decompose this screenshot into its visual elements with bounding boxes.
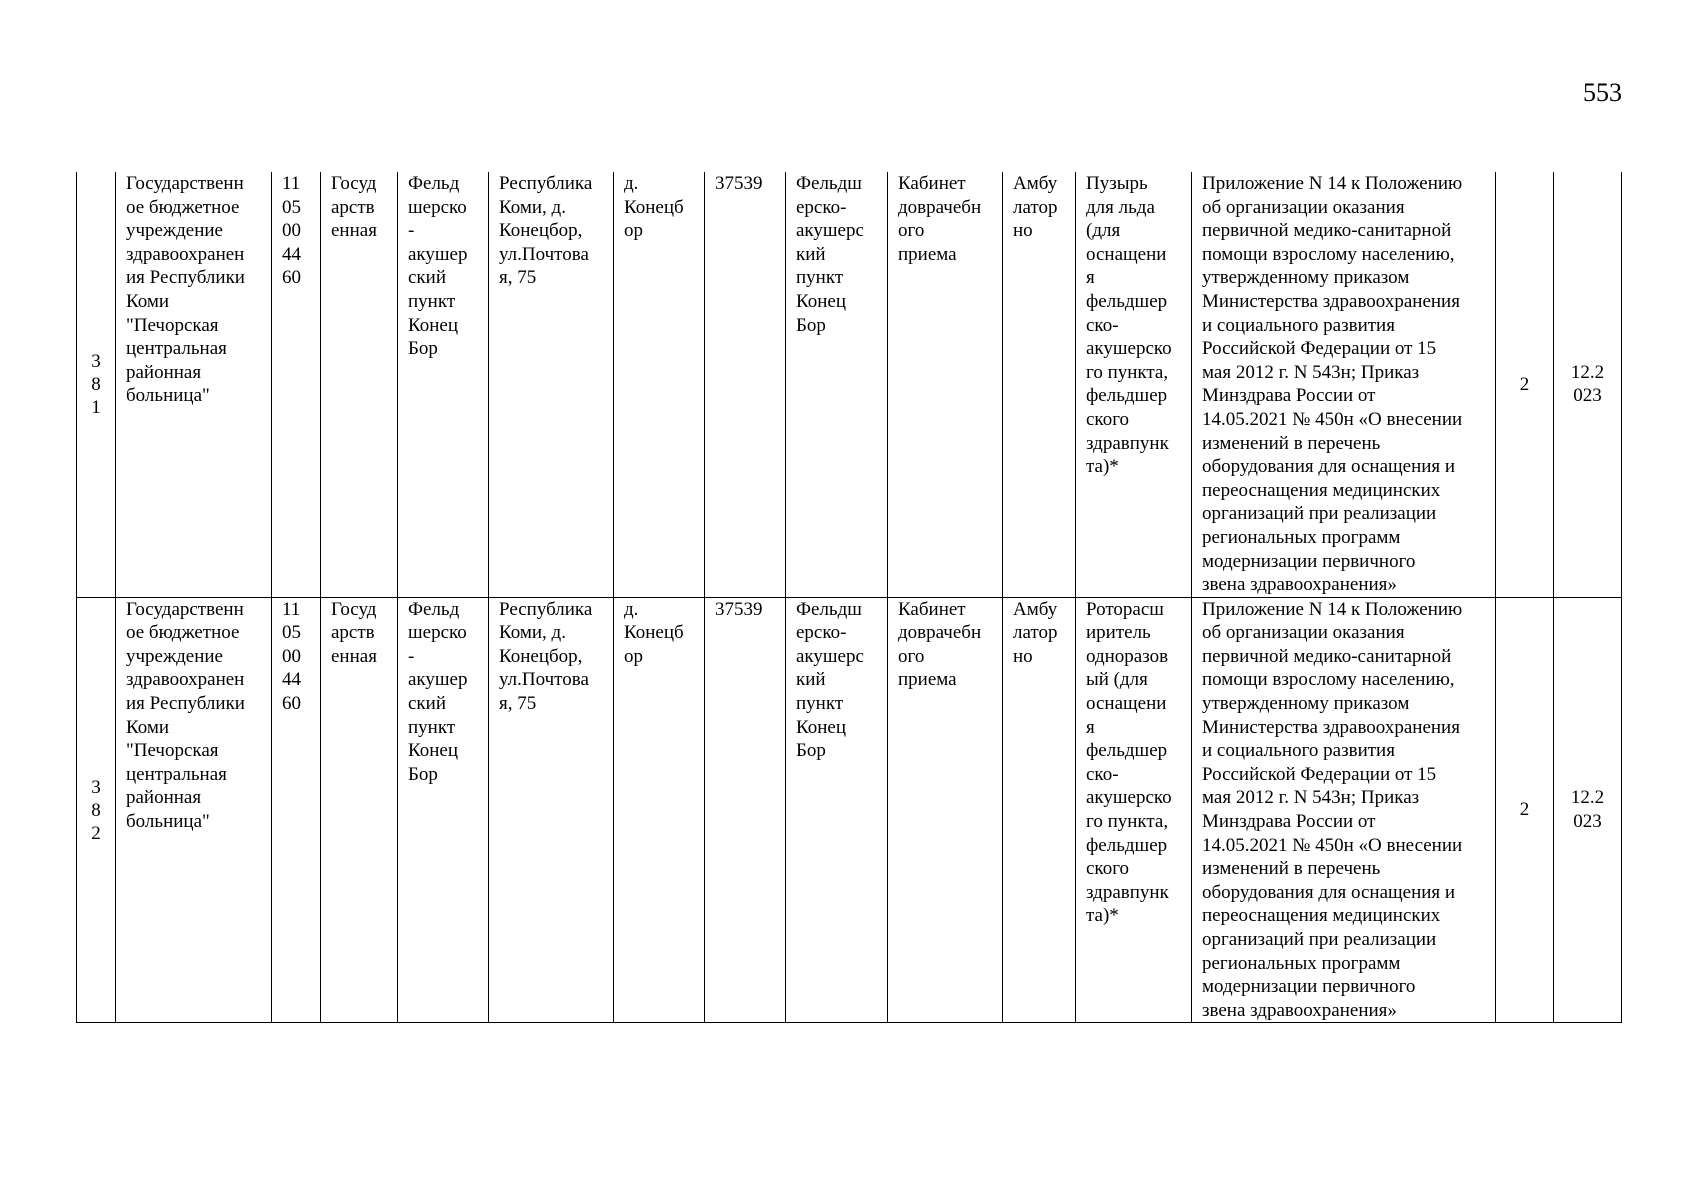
equipment-line: я bbox=[1086, 267, 1095, 289]
basis-line: об организации оказания bbox=[1202, 196, 1405, 218]
equipment-line: оснащени bbox=[1086, 243, 1167, 265]
basis-line: оборудования для оснащения и bbox=[1202, 456, 1456, 478]
basis-line: переоснащения медицинских bbox=[1202, 479, 1441, 501]
organization-line: ия Республики bbox=[126, 693, 245, 715]
subdivision-line: акушерс bbox=[796, 220, 864, 242]
page-number: 553 bbox=[1583, 78, 1622, 107]
basis-line: организаций при реализации bbox=[1202, 503, 1437, 525]
organization-line: Коми bbox=[126, 290, 170, 312]
basis-line: первичной медико-санитарной bbox=[1202, 220, 1452, 242]
code-text: 1105004460 bbox=[282, 173, 301, 289]
basis-line: мая 2012 г. N 543н; Приказ bbox=[1202, 787, 1420, 809]
address-line: Конецбор, bbox=[499, 220, 583, 242]
address-cell bbox=[489, 597, 614, 1023]
basis-line: Приложение N 14 к Положению bbox=[1202, 173, 1463, 194]
equipment-line: фельдшер bbox=[1086, 740, 1168, 762]
care-type-cell bbox=[1003, 172, 1076, 597]
care-type-line: но bbox=[1013, 220, 1033, 242]
subdivision-line: Бор bbox=[796, 740, 826, 762]
unit-cell bbox=[398, 597, 489, 1023]
cabinet-line: ого bbox=[898, 220, 925, 242]
equipment-cell bbox=[1076, 172, 1192, 597]
unit-line: пункт bbox=[408, 290, 456, 312]
basis-line: региональных программ bbox=[1202, 952, 1401, 974]
basis-line: и социального развития bbox=[1202, 740, 1395, 762]
date-cell bbox=[1554, 172, 1622, 597]
address-line: я, 75 bbox=[499, 693, 537, 715]
settlement-line: ор bbox=[624, 220, 643, 242]
unit-line: ский bbox=[408, 693, 446, 715]
unit-line: Бор bbox=[408, 338, 438, 360]
organization-line: учреждение bbox=[126, 645, 223, 667]
equipment-line: ского bbox=[1086, 858, 1130, 880]
address-line: Конецбор, bbox=[499, 645, 583, 667]
basis-line: Российской Федерации от 15 bbox=[1202, 763, 1437, 785]
basis-line: Российской Федерации от 15 bbox=[1202, 338, 1437, 360]
unit-cell bbox=[398, 172, 489, 597]
cabinet-line: приема bbox=[898, 243, 957, 265]
row-number: 381 bbox=[91, 350, 101, 418]
settlement-cell bbox=[614, 172, 705, 597]
basis-line: модернизации первичного bbox=[1202, 976, 1416, 998]
address-line: ул.Почтова bbox=[499, 669, 589, 691]
basis-line: 14.05.2021 № 450н «О внесении bbox=[1202, 408, 1463, 430]
basis-line: региональных программ bbox=[1202, 526, 1401, 548]
unit-line: Конец bbox=[408, 740, 458, 762]
cabinet-cell bbox=[888, 172, 1003, 597]
basis-line: Минздрава России от bbox=[1202, 385, 1376, 407]
unit-line: - bbox=[408, 220, 415, 242]
address-line: Коми, д. bbox=[499, 196, 566, 218]
basis-line: 14.05.2021 № 450н «О внесении bbox=[1202, 834, 1463, 856]
basis-line: модернизации первичного bbox=[1202, 550, 1416, 572]
row-number-cell bbox=[77, 172, 116, 597]
basis-line: организаций при реализации bbox=[1202, 929, 1437, 950]
equipment-line: фельдшер bbox=[1086, 385, 1168, 407]
organization-line: учреждение bbox=[126, 220, 223, 242]
oktmo-cell bbox=[705, 172, 786, 597]
basis-line: изменений в перечень bbox=[1202, 432, 1381, 454]
organization-line: "Печорская bbox=[126, 314, 219, 336]
subdivision-line: Фельдш bbox=[796, 598, 862, 620]
subdivision-line: ерско- bbox=[796, 622, 847, 644]
basis-line: первичной медико-санитарной bbox=[1202, 645, 1452, 667]
subdivision-line: Конец bbox=[796, 716, 846, 738]
organization-line: здравоохранен bbox=[126, 669, 245, 691]
oktmo-cell bbox=[705, 597, 786, 1023]
basis-line: Министерства здравоохранения bbox=[1202, 290, 1460, 312]
unit-line: Конец bbox=[408, 314, 458, 336]
cabinet-line: Кабинет bbox=[898, 598, 966, 620]
settlement-line: ор bbox=[624, 645, 643, 667]
organization-line: районная bbox=[126, 361, 202, 383]
address-line: ул.Почтова bbox=[499, 243, 589, 265]
unit-line: - bbox=[408, 645, 415, 667]
subdivision-line: ерско- bbox=[796, 196, 847, 218]
equipment-line: одноразов bbox=[1086, 645, 1169, 667]
organization-line: ое бюджетное bbox=[126, 622, 240, 644]
equipment-line: ско- bbox=[1086, 763, 1119, 785]
basis-line: мая 2012 г. N 543н; Приказ bbox=[1202, 361, 1420, 383]
equipment-line: для льда bbox=[1086, 196, 1155, 218]
equipment-line: го пункта, bbox=[1086, 811, 1169, 833]
basis-line: оборудования для оснащения и bbox=[1202, 881, 1456, 903]
organization-line: центральная bbox=[126, 338, 227, 360]
ownership-cell bbox=[321, 172, 398, 597]
care-type-line: но bbox=[1013, 645, 1033, 667]
equipment-line: фельдшер bbox=[1086, 290, 1168, 312]
care-type-line: латор bbox=[1013, 196, 1058, 218]
settlement-line: Конецб bbox=[624, 196, 684, 218]
oktmo-text: 37539 bbox=[715, 598, 763, 620]
basis-line: Министерства здравоохранения bbox=[1202, 716, 1460, 738]
equipment-table bbox=[76, 172, 1622, 1023]
row-number: 382 bbox=[91, 776, 101, 844]
equipment-line: го пункта, bbox=[1086, 361, 1169, 383]
unit-line: шерско bbox=[408, 196, 467, 218]
equipment-line: Роторасш bbox=[1086, 598, 1164, 620]
cabinet-line: Кабинет bbox=[898, 173, 966, 194]
basis-line: Минздрава России от bbox=[1202, 811, 1376, 833]
basis-line: утвержденному приказом bbox=[1202, 693, 1410, 715]
basis-cell bbox=[1192, 597, 1496, 1023]
care-type-line: Амбу bbox=[1013, 598, 1058, 620]
organization-line: больница" bbox=[126, 811, 210, 833]
equipment-line: здравпунк bbox=[1086, 432, 1169, 454]
unit-line: Фельд bbox=[408, 598, 460, 620]
organization-line: больница" bbox=[126, 385, 210, 407]
subdivision-line: кий bbox=[796, 669, 826, 691]
basis-line: Приложение N 14 к Положению bbox=[1202, 598, 1463, 620]
organization-line: Государственн bbox=[126, 173, 244, 194]
basis-line: звена здравоохранения» bbox=[1202, 574, 1397, 596]
address-line: Республика bbox=[499, 173, 593, 194]
count-cell bbox=[1496, 597, 1554, 1023]
organization-line: Коми bbox=[126, 716, 170, 738]
date-cell bbox=[1554, 597, 1622, 1023]
subdivision-line: акушерс bbox=[796, 645, 864, 667]
cabinet-line: доврачебн bbox=[898, 196, 982, 218]
settlement-line: д. bbox=[624, 173, 639, 194]
unit-line: Бор bbox=[408, 763, 438, 785]
code-cell bbox=[272, 597, 321, 1023]
address-cell bbox=[489, 172, 614, 597]
row-number-cell bbox=[77, 597, 116, 1023]
cabinet-cell bbox=[888, 597, 1003, 1023]
ownership-line: Госуд bbox=[331, 598, 377, 620]
equipment-line: ый (для bbox=[1086, 669, 1148, 691]
cabinet-line: ого bbox=[898, 645, 925, 667]
organization-line: ия Республики bbox=[126, 267, 245, 289]
subdivision-line: пункт bbox=[796, 267, 844, 289]
subdivision-line: Фельдш bbox=[796, 173, 862, 194]
subdivision-line: кий bbox=[796, 243, 826, 265]
ownership-line: Госуд bbox=[331, 173, 377, 194]
address-line: Коми, д. bbox=[499, 622, 566, 644]
settlement-cell bbox=[614, 597, 705, 1023]
basis-line: помощи взрослому населению, bbox=[1202, 243, 1455, 265]
cabinet-line: приема bbox=[898, 669, 957, 691]
date-text: 12.2023 bbox=[1570, 787, 1605, 833]
code-cell bbox=[272, 172, 321, 597]
count-cell bbox=[1496, 172, 1554, 597]
basis-line: звена здравоохранения» bbox=[1202, 999, 1397, 1021]
equipment-line: ско- bbox=[1086, 314, 1119, 336]
table-body bbox=[77, 172, 1622, 1023]
unit-line: Фельд bbox=[408, 173, 460, 194]
equipment-line: та)* bbox=[1086, 905, 1119, 927]
table-row bbox=[77, 172, 1622, 597]
equipment-line: здравпунк bbox=[1086, 881, 1169, 903]
count-text: 2 bbox=[1519, 799, 1530, 821]
organization-line: центральная bbox=[126, 763, 227, 785]
basis-cell bbox=[1192, 172, 1496, 597]
equipment-line: фельдшер bbox=[1086, 834, 1168, 856]
organization-cell bbox=[116, 597, 272, 1023]
ownership-line: арств bbox=[331, 622, 375, 644]
equipment-line: я bbox=[1086, 716, 1095, 738]
subdivision-line: Конец bbox=[796, 290, 846, 312]
equipment-line: оснащени bbox=[1086, 693, 1167, 715]
address-line: я, 75 bbox=[499, 267, 537, 289]
subdivision-cell bbox=[786, 172, 888, 597]
date-text: 12.2023 bbox=[1570, 361, 1605, 407]
equipment-line: акушерско bbox=[1086, 787, 1172, 809]
care-type-line: Амбу bbox=[1013, 173, 1058, 194]
equipment-line: та)* bbox=[1086, 456, 1119, 478]
care-type-cell bbox=[1003, 597, 1076, 1023]
unit-line: акушер bbox=[408, 669, 468, 691]
equipment-line: ского bbox=[1086, 408, 1130, 430]
equipment-cell bbox=[1076, 597, 1192, 1023]
unit-line: пункт bbox=[408, 716, 456, 738]
unit-line: ский bbox=[408, 267, 446, 289]
count-text: 2 bbox=[1519, 373, 1530, 395]
unit-line: шерско bbox=[408, 622, 467, 644]
subdivision-line: пункт bbox=[796, 693, 844, 715]
organization-cell bbox=[116, 172, 272, 597]
equipment-line: (для bbox=[1086, 220, 1121, 242]
ownership-line: енная bbox=[331, 645, 377, 667]
unit-line: акушер bbox=[408, 243, 468, 265]
organization-line: районная bbox=[126, 787, 202, 809]
ownership-line: арств bbox=[331, 196, 375, 218]
basis-line: изменений в перечень bbox=[1202, 858, 1381, 880]
basis-line: помощи взрослому населению, bbox=[1202, 669, 1455, 691]
table-row bbox=[77, 597, 1622, 1023]
ownership-cell bbox=[321, 597, 398, 1023]
basis-line: переоснащения медицинских bbox=[1202, 905, 1441, 927]
settlement-line: Конецб bbox=[624, 622, 684, 644]
organization-line: здравоохранен bbox=[126, 243, 245, 265]
subdivision-line: Бор bbox=[796, 314, 826, 336]
equipment-line: иритель bbox=[1086, 622, 1151, 644]
code-text: 1105004460 bbox=[282, 598, 301, 715]
organization-line: Государственн bbox=[126, 598, 244, 620]
ownership-line: енная bbox=[331, 220, 377, 242]
basis-line: утвержденному приказом bbox=[1202, 267, 1410, 289]
basis-line: об организации оказания bbox=[1202, 622, 1405, 644]
care-type-line: латор bbox=[1013, 622, 1058, 644]
settlement-line: д. bbox=[624, 598, 639, 620]
cabinet-line: доврачебн bbox=[898, 622, 982, 644]
address-line: Республика bbox=[499, 598, 593, 620]
basis-line: и социального развития bbox=[1202, 314, 1395, 336]
oktmo-text: 37539 bbox=[715, 173, 763, 194]
equipment-line: Пузырь bbox=[1086, 173, 1148, 194]
subdivision-cell bbox=[786, 597, 888, 1023]
organization-line: "Печорская bbox=[126, 740, 219, 762]
organization-line: ое бюджетное bbox=[126, 196, 240, 218]
equipment-line: акушерско bbox=[1086, 338, 1172, 360]
